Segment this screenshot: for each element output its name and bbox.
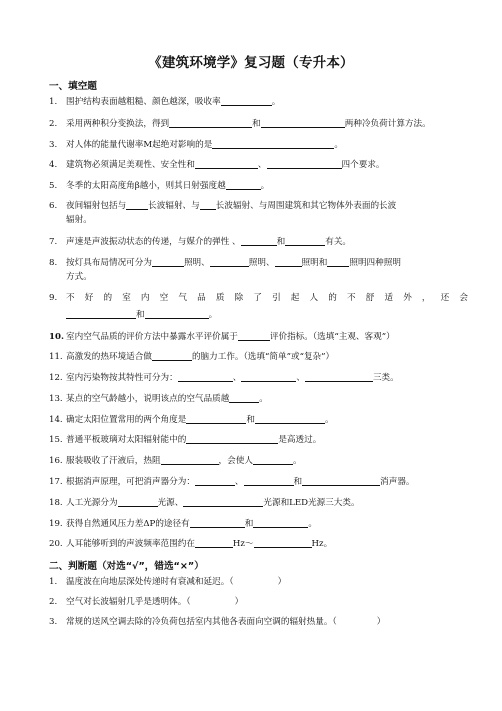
question-5: 5. 冬季的太阳高度角β越小，则其日射强度越 。 [49,181,270,191]
answer-blank[interactable] [238,331,270,341]
answer-blank[interactable] [229,393,259,403]
section-true-false: 二、判断题（对选“√”，错选“×”） [49,561,204,572]
answer-blank[interactable] [275,257,302,267]
section-fill-in-blank: 一、填空题 [49,81,97,92]
answer-blank[interactable] [200,200,216,210]
answer-blank[interactable] [195,538,233,548]
judge-question-3: 3. 常规的送风空调去除的冷负荷包括室内其他各表面向空调的辐射热量。（ ） [49,617,386,627]
answer-blank[interactable] [152,351,192,361]
answer-blank[interactable] [195,159,258,169]
question-8-cont: 方式。 [66,272,92,282]
question-9: 9. 不 好 的 室 内 空 气 品 质 除 了 引 起 人 的 不 舒 适 外 ， 还 会 [49,293,468,303]
question-19: 19. 获得自然通风压力差ΔP的途径有 和 。 [49,519,317,529]
question-2: 2. 采用两种积分变换法，得到 和 两种冷负荷计算方法。 [49,119,431,129]
answer-blank[interactable] [261,118,345,128]
answer-blank[interactable] [190,518,245,528]
answer-blank[interactable] [285,236,325,246]
answer-blank[interactable] [126,200,148,210]
answer-blank[interactable] [210,257,249,267]
question-10: 10. 室内空气品质的评价方法中暴露水平评价属于 评价指标。（选填“主观、客观”） [49,332,395,342]
question-12: 12. 室内污染物按其特性可分为： 、 、 三类。 [49,373,399,383]
judge-question-1: 1. 温度波在向地层深处传递时有衰减和延迟。（ ） [49,577,287,587]
answer-blank[interactable] [221,96,272,106]
answer-blank[interactable] [302,476,380,486]
question-6: 6. 夜间辐射包括与 长波辐射、与 长波辐射、与周围建筑和其它物体外表面的长波 [49,201,397,211]
answer-blank[interactable] [161,455,219,465]
question-7: 7. 声速是声波振动状态的传递，与媒介的弹性 、 和 有关。 [49,237,352,247]
answer-blank[interactable] [305,372,373,382]
answer-blank[interactable] [255,414,325,424]
answer-blank[interactable] [241,372,296,382]
question-20: 20. 人耳能够听到的声波频率范围约在 Hz～ Hz。 [49,539,333,549]
question-1: 1. 围护结构表面越粗糙、颜色越深，吸收率 。 [49,97,281,107]
answer-blank[interactable] [253,518,308,528]
answer-blank[interactable] [254,538,312,548]
answer-blank[interactable] [186,434,278,444]
answer-blank[interactable] [253,455,293,465]
answer-blank[interactable] [145,309,209,319]
answer-blank[interactable] [241,236,277,246]
answer-blank[interactable] [178,372,233,382]
answer-blank[interactable] [212,139,334,149]
question-3: 3. 对人体的能量代谢率M起绝对影响的是 。 [49,140,343,150]
answer-blank[interactable] [195,476,235,486]
question-17: 17. 根据消声原理，可把消声器分为： 、 和 消声器。 [49,477,415,487]
answer-blank[interactable] [118,497,158,507]
answer-blank[interactable] [267,159,342,169]
question-15: 15. 普通平板玻璃对太阳辐射能中的 是高透过。 [49,435,322,445]
judge-question-2: 2. 空气对长波辐射几乎是透明体。（ ） [49,597,244,607]
question-14: 14. 确定太阳位置常用的两个角度是 和 。 [49,415,334,425]
answer-blank[interactable] [327,257,349,267]
question-18: 18. 人工光源分为 光源、 光源和LED光源三大类。 [49,498,360,508]
question-13: 13. 某点的空气龄越小，说明该点的空气品质越 。 [49,394,268,404]
answer-blank[interactable] [244,476,294,486]
question-11: 11. 高激发的热环境适合做 的脑力工作。（选填“简单”或“复杂”） [49,352,335,362]
answer-blank[interactable] [66,309,136,319]
question-9-cont: 和 。 [49,309,469,321]
question-4: 4. 建筑物必须满足美观性、安全性和 、 四个要求。 [49,160,385,170]
answer-blank[interactable] [152,257,184,267]
answer-blank[interactable] [226,180,261,190]
answer-blank[interactable] [169,118,252,128]
question-16: 16. 服装吸收了汗液后，热阻 ，会使人 。 [49,456,302,466]
document-title: 《建筑环境学》复习题（专升本） [148,55,354,71]
question-8: 8. 按灯具布局情况可分为 照明、 照明、 照明和 照明四种照明 [49,258,401,268]
answer-blank[interactable] [186,414,246,424]
answer-blank[interactable] [183,497,263,507]
question-6-cont: 辐射。 [66,215,92,225]
